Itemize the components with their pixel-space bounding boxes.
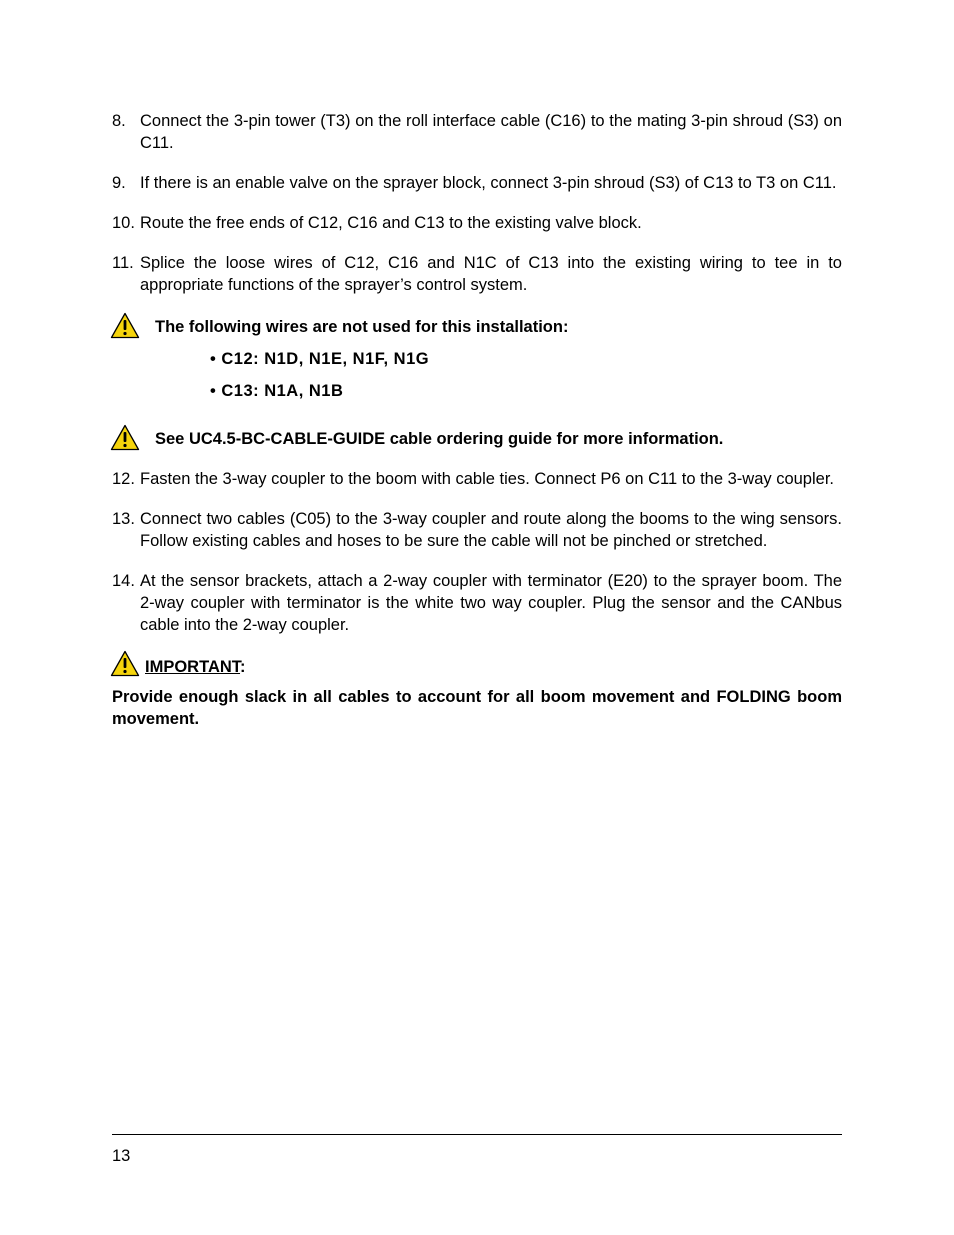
unused-wires-c13: • C13: N1A, N1B [210,382,344,400]
step-text: Splice the loose wires of C12, C16 and N1C of C13 into the existing wiring to tee in to appropriate functions of the sprayer’s control system. [140,254,842,294]
warning-unused-wires [112,316,842,338]
warning-text: The following wires are not used for this installation: [155,318,569,336]
step-14 [112,570,842,636]
important-body: Provide enough slack in all cables to account for all boom movement and FOLDING boom movement. [112,688,842,728]
step-10 [112,212,842,234]
important-colon: : [240,658,246,676]
step-number: 9. [112,174,126,192]
important-heading [112,656,842,678]
step-text: Connect the 3-pin tower (T3) on the roll interface cable (C16) to the mating 3-pin shroud (S3) on C11. [140,112,842,152]
important-label-text: IMPORTANT [145,658,241,676]
warning-triangle-icon [110,424,140,451]
step-number: 12. [112,470,135,488]
step-number: 14. [112,572,135,590]
unused-wires-c12: • C12: N1D, N1E, N1F, N1G [210,350,430,368]
step-number: 13. [112,510,135,528]
step-11 [112,252,842,296]
step-9 [112,172,842,194]
step-8 [112,110,842,154]
step-text: Fasten the 3-way coupler to the boom with cable ties. Connect P6 on C11 to the 3-way coupler. [140,470,834,488]
step-text: At the sensor brackets, attach a 2-way coupler with terminator (E20) to the sprayer boom. The 2-way coupler with terminator is the white two way coupler. Plug the sensor and the CANbus cable into the 2-way coupler. [140,572,842,634]
step-13 [112,508,842,552]
step-text: If there is an enable valve on the sprayer block, connect 3-pin shroud (S3) of C13 to T3 on C11. [140,174,837,192]
step-text: Connect two cables (C05) to the 3-way coupler and route along the booms to the wing sensors. Follow existing cables and hoses to be sure the cable will not be pinched or stretched. [140,510,842,550]
step-number: 10. [112,214,135,232]
footer-divider [112,1134,842,1135]
page-content [112,110,842,730]
warning-text: See UC4.5-BC-CABLE-GUIDE cable ordering guide for more information. [155,430,724,448]
page-number: 13 [112,1147,131,1165]
warning-triangle-icon [110,312,140,339]
warning-cable-guide [112,428,842,450]
step-number: 11. [112,254,134,272]
important-label [112,656,842,678]
step-number: 8. [112,112,126,130]
step-12 [112,468,842,490]
warning-triangle-icon [110,650,140,677]
step-text: Route the free ends of C12, C16 and C13 to the existing valve block. [140,214,642,232]
